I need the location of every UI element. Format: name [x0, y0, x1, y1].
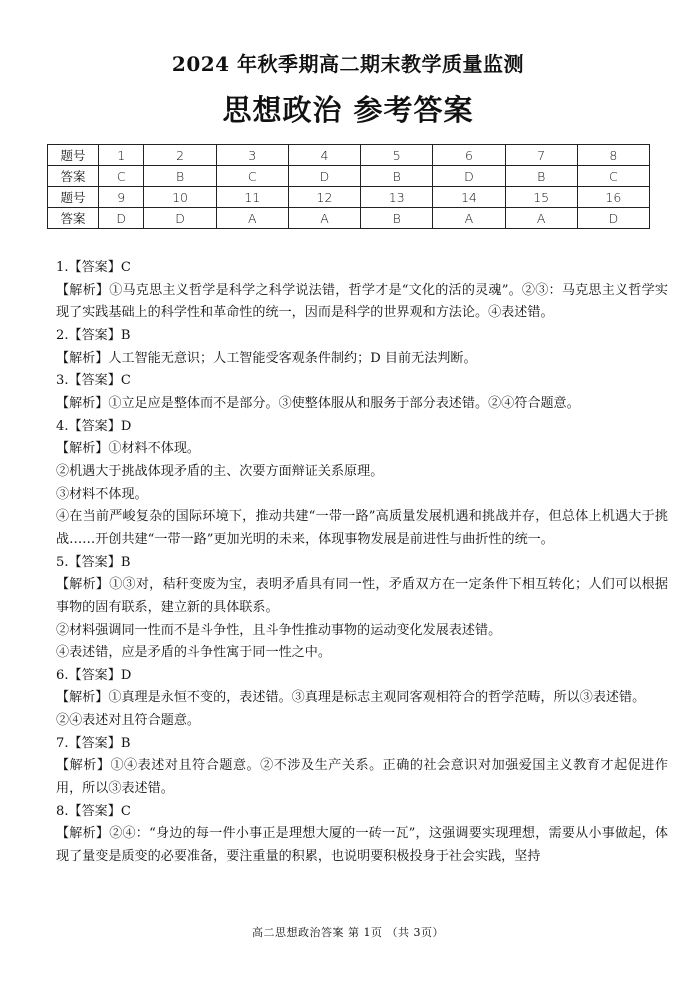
answer-table: [47, 144, 650, 229]
table-row: [48, 208, 650, 229]
answer-line: 2.【答案】B: [56, 327, 131, 343]
page-footer: 高二思想政治答案 第 1页 （共 3页）: [252, 926, 444, 939]
table-cell: 8: [577, 145, 649, 166]
exam-title: 2024 年秋季期高二期末教学质量监测: [171, 52, 525, 76]
analysis-text: ②④表述对且符合题意。: [56, 713, 201, 729]
table-cell: 16: [577, 187, 649, 208]
answer-key-title: 思想政治 参考答案: [222, 93, 474, 127]
table-cell: 1: [99, 145, 144, 166]
table-cell: D: [577, 208, 649, 229]
table-row: [48, 166, 650, 187]
analysis-text: 【解析】①④表述对且符合题意。②不涉及生产关系。正确的社会意识对加强爱国主义教育才起促进作用，所以③表述错。: [56, 758, 668, 797]
analysis-text: 【解析】①③对，秸秆变废为宝，表明矛盾具有同一性，矛盾双方在一定条件下相互转化；人们可以根据事物的固有联系，建立新的具体联系。: [56, 577, 668, 615]
table-cell: 14: [433, 187, 505, 208]
table-cell: B: [361, 166, 433, 187]
table-row: [48, 187, 650, 208]
analysis-text: ②机遇大于挑战体现矛盾的主、次要方面辩证关系原理。: [56, 463, 384, 479]
analysis-text: 【解析】人工智能无意识；人工智能受客观条件制约；D 目前无法判断。: [56, 350, 477, 366]
table-cell: 5: [361, 145, 433, 166]
row-label: 题号: [48, 145, 99, 166]
analysis-text: ④表述错，应是矛盾的斗争性寓于同一性之中。: [56, 645, 331, 661]
answer-line: 5.【答案】B: [56, 554, 131, 570]
analysis-text: 【解析】①材料不体现。: [56, 441, 201, 457]
table-cell: C: [577, 166, 649, 187]
table-cell: 15: [505, 187, 577, 208]
table-cell: A: [288, 208, 360, 229]
row-label: 答案: [48, 208, 99, 229]
analysis-text: 【解析】①立足应是整体而不是部分。③使整体服从和服务于部分表述错。②④符合题意。: [56, 395, 580, 411]
table-cell: 9: [99, 187, 144, 208]
table-cell: D: [99, 208, 144, 229]
table-cell: 12: [288, 187, 360, 208]
table-cell: C: [99, 166, 144, 187]
analysis-text: 【解析】①马克思主义哲学是科学之科学说法错，哲学才是“文化的活的灵魂”。②③：马克思主义哲学实现了实践基础上的科学性和革命性的统一，因而是科学的世界观和方法论。④表述错。: [56, 282, 668, 321]
answer-line: 6.【答案】D: [56, 667, 132, 683]
table-cell: D: [433, 166, 505, 187]
table-cell: A: [216, 208, 288, 229]
explanations: [56, 257, 668, 869]
answer-line: 3.【答案】C: [56, 373, 131, 389]
table-cell: 2: [144, 145, 216, 166]
table-cell: 3: [216, 145, 288, 166]
table-cell: 13: [361, 187, 433, 208]
table-cell: 6: [433, 145, 505, 166]
analysis-text: ②材料强调同一性而不是斗争性，且斗争性推动事物的运动变化发展表述错。: [56, 622, 502, 638]
answer-line: 8.【答案】C: [56, 803, 131, 819]
row-label: 答案: [48, 166, 99, 187]
analysis-text: 【解析】②④：“身边的每一件小事正是理想大厦的一砖一瓦”，这强调要实现理想，需要从小事做起，体现了量变是质变的必要准备，要注重量的积累，也说明要积极投身于社会实践，坚持: [56, 826, 668, 865]
table-cell: 10: [144, 187, 216, 208]
table-cell: 4: [288, 145, 360, 166]
table-cell: B: [361, 208, 433, 229]
analysis-text: ③材料不体现。: [56, 486, 148, 502]
analysis-text: 【解析】①真理是永恒不变的，表述错。③真理是标志主观同客观相符合的哲学范畴，所以③表述错。: [56, 690, 646, 706]
table-cell: 11: [216, 187, 288, 208]
table-cell: A: [505, 208, 577, 229]
table-cell: 7: [505, 145, 577, 166]
analysis-text: ④在当前严峻复杂的国际环境下，推动共建“一带一路”高质量发展机遇和挑战并存，但总体上机遇大于挑战……开创共建“一带一路”更加光明的未来，体现事物发展是前进性与曲折性的统一。: [56, 509, 668, 547]
table-cell: C: [216, 166, 288, 187]
answer-line: 1.【答案】C: [56, 260, 131, 275]
answer-line: 7.【答案】B: [56, 735, 131, 751]
row-label: 题号: [48, 187, 99, 208]
answer-line: 4.【答案】D: [56, 418, 132, 434]
table-row: [48, 145, 650, 166]
table-cell: D: [288, 166, 360, 187]
table-cell: D: [144, 208, 216, 229]
table-cell: A: [433, 208, 505, 229]
table-cell: B: [505, 166, 577, 187]
table-cell: B: [144, 166, 216, 187]
